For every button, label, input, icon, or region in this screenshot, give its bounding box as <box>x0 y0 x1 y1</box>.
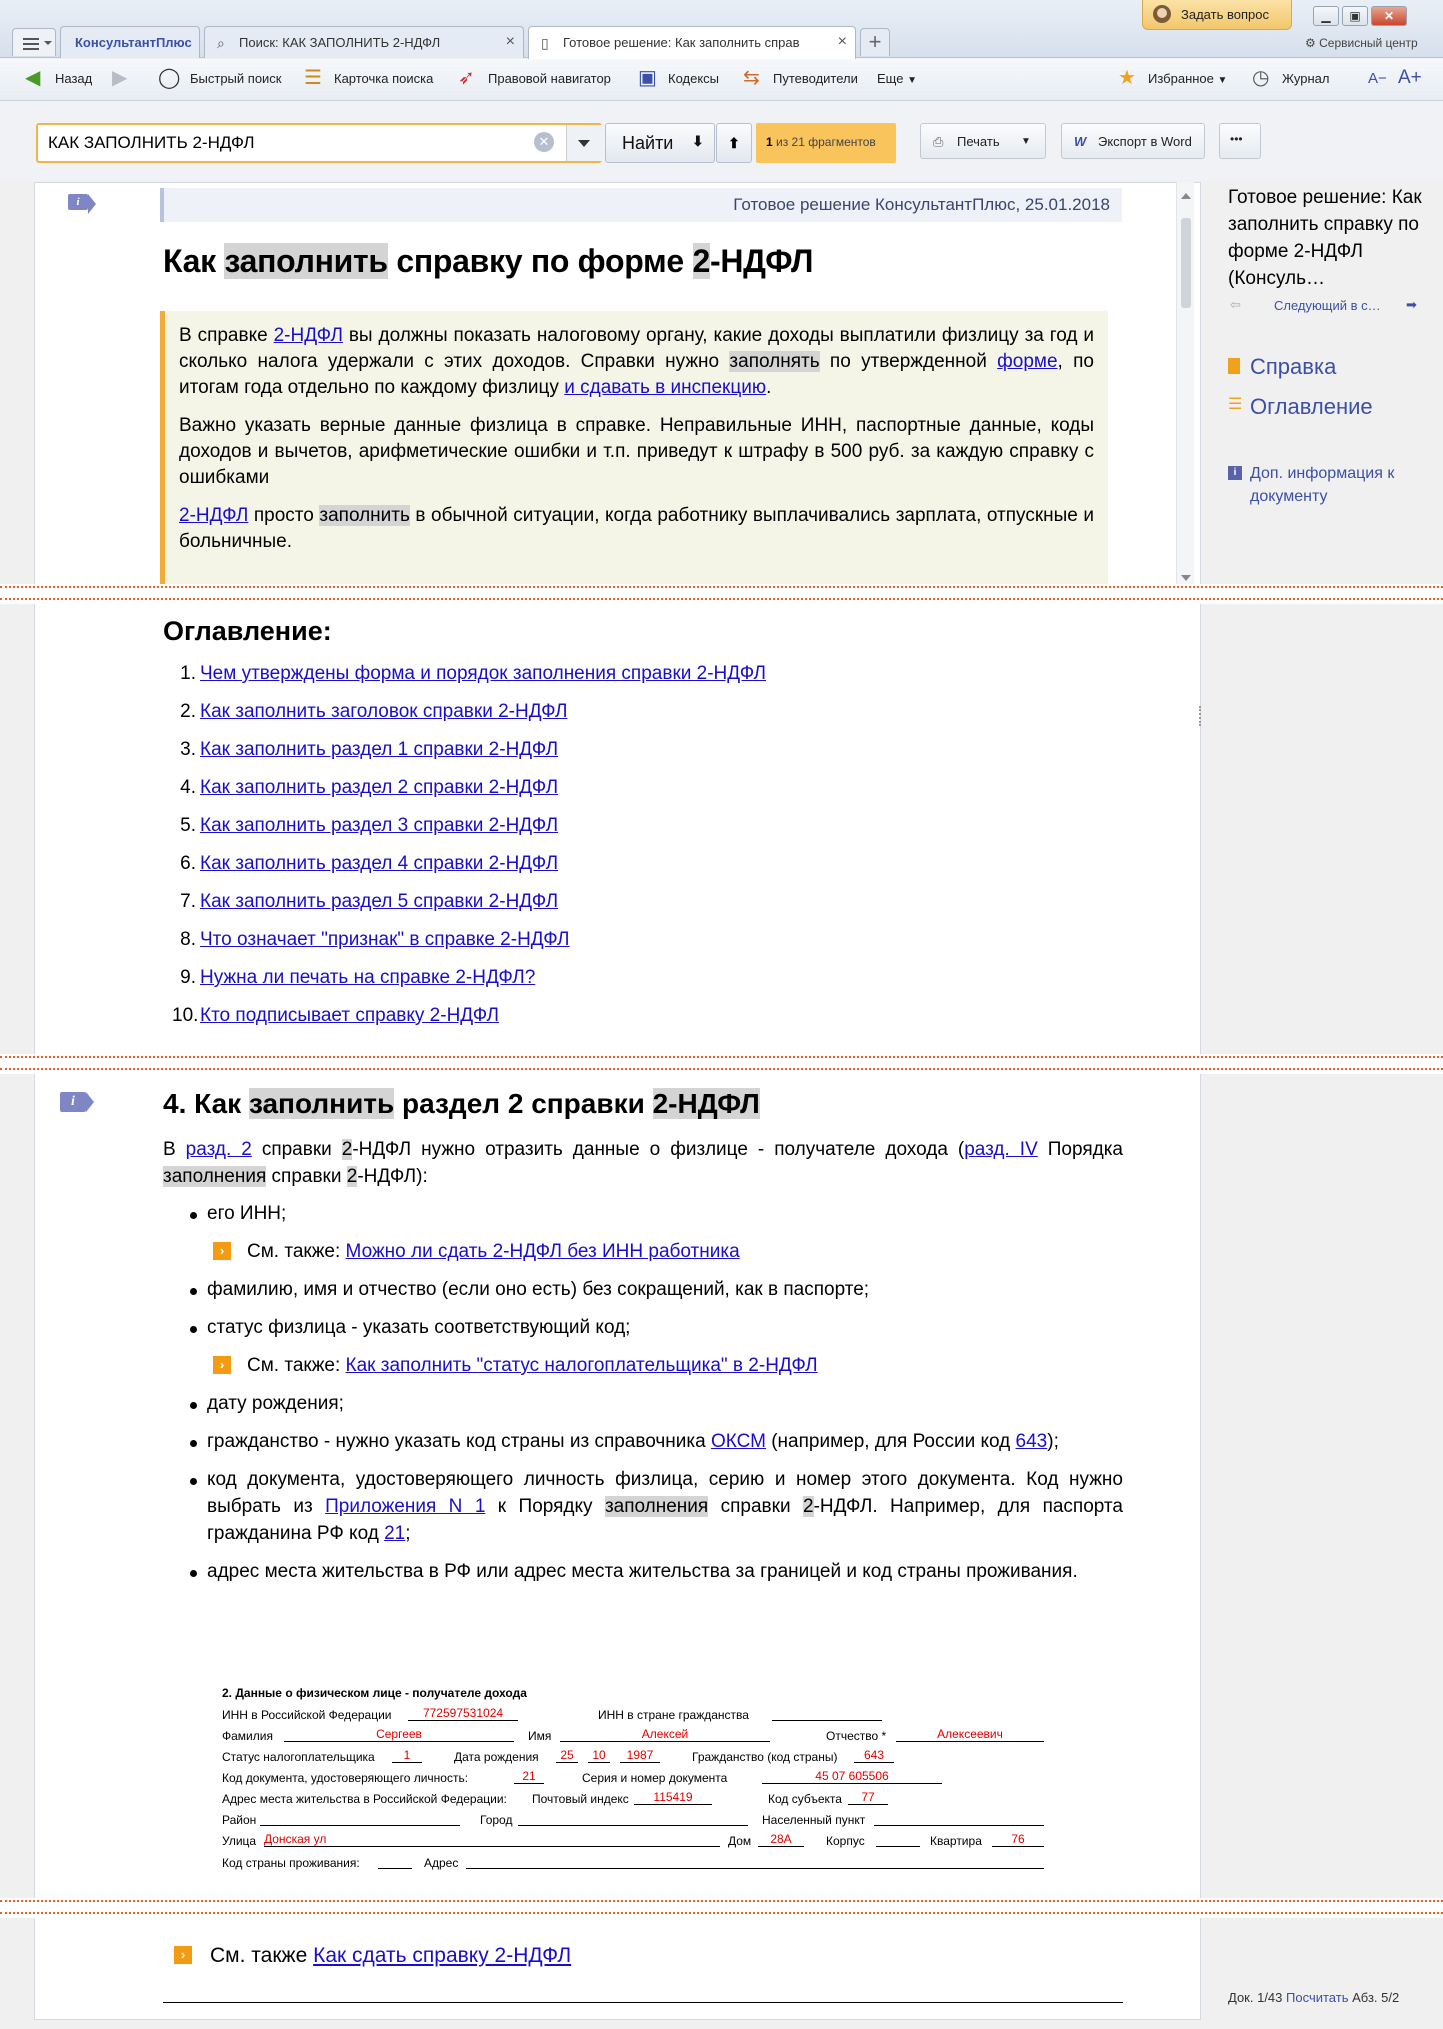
form-label: ИНН в Российской Федерации <box>222 1708 392 1722</box>
form-label: Имя <box>528 1729 552 1743</box>
see-also-label: См. также: <box>247 1355 346 1376</box>
toc-link[interactable]: Как заполнить раздел 4 справки 2-НДФЛ <box>200 853 559 874</box>
search-input[interactable] <box>48 133 548 153</box>
form-value: 28А <box>758 1833 804 1847</box>
scrollbar[interactable] <box>1176 182 1194 592</box>
section-body <box>163 1136 1123 1596</box>
toc-num: 5. <box>180 815 196 836</box>
form-value: 10 <box>588 1749 610 1763</box>
list-item: дату рождения; <box>163 1390 1123 1417</box>
chevron-down-icon <box>44 41 52 49</box>
toc-item <box>172 663 766 701</box>
codes-label: Кодексы <box>668 71 720 86</box>
form-value <box>772 1707 882 1721</box>
codes-icon: ▣ <box>638 67 657 89</box>
toc-num: 8. <box>180 929 196 950</box>
list-item: его ИНН; <box>163 1200 1123 1227</box>
find-previous-button[interactable] <box>716 123 752 163</box>
text: -НДФЛ нужно отразить данные о физлице - получателе дохода ( <box>352 1139 965 1160</box>
form-label: Район <box>222 1813 257 1827</box>
search-highlight: 2 <box>341 1139 353 1160</box>
title-part: -НДФЛ <box>710 243 814 279</box>
close-icon[interactable]: × <box>505 33 515 50</box>
tab-document[interactable] <box>528 26 856 59</box>
text: к Порядку <box>485 1496 605 1517</box>
more-actions-label: ••• <box>1230 132 1243 146</box>
form-label: Дом <box>728 1834 752 1848</box>
form-label: Код страны проживания: <box>222 1856 360 1870</box>
search-box <box>36 123 602 163</box>
text: раздел 2 справки <box>394 1088 653 1119</box>
search-icon: ⌕ <box>217 35 225 51</box>
search-highlight: 2 <box>652 1088 669 1119</box>
toc-link[interactable]: Чем утверждены форма и порядок заполнения справки 2-НДФЛ <box>200 663 766 684</box>
toc-item <box>172 929 766 967</box>
info-icon: i <box>1228 466 1242 480</box>
toc-link[interactable]: Как заполнить раздел 2 справки 2-НДФЛ <box>200 777 559 798</box>
form-label: Адрес места жительства в Российской Федерации: <box>222 1792 507 1806</box>
toc-item <box>172 739 766 777</box>
back-button[interactable] <box>25 67 93 89</box>
summary-paragraph: Важно указать верные данные физлица в справке. Неправильные ИНН, паспортные данные, коды доходов и вычетов, арифметические ошибки и т.п. приведут к штрафу в 500 руб. за каждую справку с ошибками <box>179 415 1094 488</box>
link-submit[interactable]: и сдавать в инспекцию <box>564 377 767 398</box>
link-2ndfl[interactable]: 2-НДФЛ <box>179 505 249 526</box>
guides-label: Путеводители <box>773 71 858 86</box>
form-value: 76 <box>992 1833 1044 1847</box>
see-also-item <box>163 1238 1123 1265</box>
toc-link[interactable]: Как заполнить раздел 3 справки 2-НДФЛ <box>200 815 559 836</box>
window-close-button[interactable]: ✕ <box>1371 6 1407 26</box>
search-card-button[interactable] <box>304 67 434 89</box>
see-also-label: См. также <box>210 1944 314 1967</box>
toc-link[interactable]: Что означает "признак" в справке 2-НДФЛ <box>200 929 570 950</box>
document-title <box>163 243 813 280</box>
export-word-button[interactable] <box>1061 123 1205 159</box>
see-also-text <box>210 1944 571 1968</box>
find-label: Найти <box>622 133 674 153</box>
form-label: Адрес <box>424 1856 459 1870</box>
close-icon[interactable]: × <box>837 33 847 50</box>
form-sample-image <box>222 1686 1042 1876</box>
title-part: Как <box>163 243 225 279</box>
quick-search-button[interactable] <box>158 67 282 89</box>
journal-button[interactable] <box>1252 67 1330 89</box>
extra-info-label: Доп. информация к документу <box>1250 465 1395 505</box>
form-value: Донская ул <box>264 1833 720 1847</box>
fragments-total: из 21 фрагментов <box>772 135 876 149</box>
toc-item <box>172 853 766 891</box>
text: -НДФЛ): <box>357 1166 428 1187</box>
form-value: 643 <box>854 1749 894 1763</box>
form-value: 115419 <box>634 1791 712 1805</box>
zoom-in-button[interactable]: А+ <box>1398 67 1422 88</box>
search-highlight: заполнить <box>248 1088 395 1119</box>
form-label: Гражданство (код страны) <box>692 1750 838 1764</box>
form-label: Квартира <box>930 1834 982 1848</box>
tab-brand-label: КонсультантПлюс <box>75 35 192 50</box>
form-value <box>518 1812 748 1826</box>
codes-button[interactable] <box>638 67 720 89</box>
scrollbar-thumb[interactable] <box>1181 218 1191 308</box>
book-icon <box>1228 358 1240 374</box>
signpost-icon: ⇆ <box>743 67 760 89</box>
table-of-contents <box>172 663 766 1043</box>
form-value: Алексеевич <box>896 1728 1044 1742</box>
form-label: Корпус <box>826 1834 865 1848</box>
link-oksm[interactable]: ОКСМ <box>710 1431 766 1452</box>
text: Порядка <box>1037 1139 1123 1160</box>
summary-paragraph <box>179 503 1094 555</box>
form-label: Улица <box>222 1834 257 1848</box>
status-bar <box>1228 1990 1399 2005</box>
link-section-iv[interactable]: разд. IV <box>964 1139 1038 1160</box>
toc-num: 4. <box>180 777 196 798</box>
text: 4. Как <box>163 1088 249 1119</box>
form-heading: 2. Данные о физическом лице - получателе дохода <box>222 1686 527 1700</box>
tab-document-label: Готовое решение: Как заполнить справ <box>563 35 800 50</box>
find-next-button[interactable] <box>605 123 715 163</box>
search-highlight: заполнять <box>729 351 820 372</box>
fragments-current: 1 <box>766 135 773 149</box>
search-highlight: заполнить <box>319 505 410 526</box>
chevron-down-icon[interactable]: ▼ <box>1021 136 1031 147</box>
service-center-label: Сервисный центр <box>1319 36 1418 50</box>
panel-resize-handle[interactable] <box>1199 706 1203 726</box>
toc-item <box>172 891 766 929</box>
search-highlight: -НДФЛ <box>668 1088 760 1119</box>
form-label: ИНН в стране гражданства <box>598 1708 749 1722</box>
text: вы должны показать налоговому органу, какие доходы выплатили физлицу за год и сколько налога удержали с этих доходов. Справки нужно <box>179 325 1094 372</box>
contents-label: Оглавление <box>1250 394 1373 419</box>
cut-separator <box>0 1898 1443 1918</box>
text: справки <box>266 1166 347 1187</box>
search-card-icon: ☰ <box>304 67 322 89</box>
form-label: Населенный пункт <box>762 1813 866 1827</box>
toc-link[interactable]: Как заполнить раздел 5 справки 2-НДФЛ <box>200 891 559 912</box>
section-intro <box>163 1136 1123 1190</box>
text: -НДФЛ. Например, для паспорта гражданина РФ код <box>207 1496 1123 1544</box>
toc-link[interactable]: Кто подписывает справку 2-НДФЛ <box>200 1005 500 1026</box>
more-menu[interactable] <box>877 71 917 86</box>
search-card-label: Карточка поиска <box>334 71 434 86</box>
form-value: 772597531024 <box>408 1707 518 1721</box>
link-appendix-1[interactable]: Приложения N 1 <box>325 1496 486 1517</box>
zoom-out-button[interactable]: А− <box>1368 70 1387 87</box>
navigation-toolbar <box>0 59 1443 101</box>
toc-num: 9. <box>180 967 196 988</box>
requirements-list <box>163 1200 1123 1585</box>
toc-item <box>172 777 766 815</box>
form-label: Код документа, удостоверяющего личность: <box>222 1771 469 1785</box>
search-highlight: 2 <box>346 1166 358 1187</box>
new-tab-button[interactable]: + <box>860 28 890 56</box>
favorites-label: Избранное <box>1148 71 1214 86</box>
more-actions-button[interactable] <box>1219 123 1261 159</box>
toc-link[interactable]: Как заполнить заголовок справки 2-НДФЛ <box>200 701 568 722</box>
form-value: 25 <box>556 1749 578 1763</box>
arrow-right-icon[interactable]: ➡ <box>1406 297 1417 312</box>
clear-search-icon[interactable]: ✕ <box>534 132 554 152</box>
form-label: Отчество * <box>826 1729 887 1743</box>
document-icon: ▯ <box>541 35 549 51</box>
see-also-label: См. также: <box>247 1241 346 1262</box>
print-button[interactable] <box>920 123 1046 159</box>
form-label: Почтовый индекс <box>532 1792 629 1806</box>
history-icon: ◷ <box>1252 67 1270 89</box>
scroll-up-arrow[interactable] <box>1181 188 1191 199</box>
status-paragraph: Абз. 5/2 <box>1352 1990 1400 2005</box>
export-word-label: Экспорт в Word <box>1098 134 1192 149</box>
toc-item <box>172 967 766 1005</box>
toc-link[interactable]: Нужна ли печать на справке 2-НДФЛ? <box>200 967 536 988</box>
search-icon: ◯ <box>158 67 181 89</box>
section-heading <box>163 1088 760 1120</box>
list-item <box>163 1466 1123 1547</box>
form-label: Статус налогоплательщика <box>222 1750 375 1764</box>
link-2ndfl[interactable]: 2-НДФЛ <box>273 325 343 346</box>
back-label: Назад <box>55 71 93 86</box>
text: , по итогам года отдельно по каждому физлицу <box>179 351 1094 398</box>
form-label: Дата рождения <box>454 1750 539 1764</box>
search-toolbar <box>0 101 1443 181</box>
form-value: Алексей <box>560 1728 770 1742</box>
search-highlight: заполнения <box>163 1166 267 1187</box>
form-value <box>874 1812 1044 1826</box>
text: просто <box>248 505 320 526</box>
title-part: справку по форме <box>387 243 693 279</box>
text: (например, для России код <box>765 1431 1016 1452</box>
journal-label: Журнал <box>1282 71 1330 86</box>
text: справки <box>251 1139 342 1160</box>
back-arrow-icon: ◀ <box>25 67 41 89</box>
toc-heading: Оглавление: <box>163 616 332 646</box>
gear-icon: ⚙ <box>1305 36 1316 50</box>
arrow-left-icon[interactable]: ⇦ <box>1230 297 1241 312</box>
info-icon[interactable]: i <box>68 194 88 210</box>
see-also-link[interactable]: Как заполнить "статус налогоплательщика" в 2-НДФЛ <box>345 1355 818 1376</box>
document-date-line: Готовое решение КонсультантПлюс, 25.01.2018 <box>160 188 1122 222</box>
link-21[interactable]: 21 <box>384 1523 406 1544</box>
summary-box <box>160 311 1108 585</box>
navigator-icon: ➶ <box>458 67 475 89</box>
search-history-dropdown[interactable] <box>566 125 602 161</box>
form-value: 1987 <box>620 1749 660 1763</box>
avatar <box>1153 5 1171 23</box>
see-also-link[interactable]: Как сдать справку 2-НДФЛ <box>313 1944 572 1967</box>
printer-icon: ⎙ <box>933 134 944 149</box>
text: В <box>163 1139 186 1160</box>
star-icon: ★ <box>1118 67 1136 89</box>
quick-search-label: Быстрый поиск <box>190 71 282 86</box>
tab-brand[interactable] <box>60 26 200 58</box>
arrow-down-icon: ⬇ <box>692 133 704 149</box>
see-also-item <box>163 1352 1123 1379</box>
form-value: 1 <box>392 1749 422 1763</box>
guides-button[interactable] <box>743 67 858 89</box>
text: . <box>766 377 772 398</box>
toc-num: 7. <box>180 891 196 912</box>
more-label: Еще <box>877 71 904 86</box>
legal-navigator-button[interactable] <box>458 67 611 89</box>
legal-navigator-label: Правовой навигатор <box>488 71 611 86</box>
list-item: статус физлица - указать соответствующий код; <box>163 1314 1123 1341</box>
word-icon: W <box>1074 134 1087 149</box>
info-icon[interactable]: i <box>60 1092 86 1112</box>
main-menu-button[interactable] <box>12 28 56 56</box>
toc-item <box>172 701 766 739</box>
toc-num: 2. <box>180 701 196 722</box>
form-value <box>876 1833 920 1847</box>
status-doc: Док. 1/43 <box>1228 1990 1283 2005</box>
tab-search[interactable] <box>204 26 524 58</box>
arrow-up-icon: ⬆ <box>728 135 740 151</box>
text: код документа, удостоверяющего личность физлица, серию и номер этого документа. Код нужно выбрать из <box>207 1469 1123 1517</box>
divider <box>163 2002 1123 2003</box>
next-document-label[interactable]: Следующий в с… <box>1274 298 1381 313</box>
minimize-button[interactable]: ▁ <box>1313 6 1339 26</box>
text: В справке <box>179 325 274 346</box>
form-value <box>260 1812 460 1826</box>
form-label: Фамилия <box>222 1729 273 1743</box>
form-value <box>466 1855 1044 1869</box>
ask-question-label: Задать вопрос <box>1181 7 1269 22</box>
count-link[interactable]: Посчитать <box>1286 1990 1349 2005</box>
form-value: 21 <box>514 1770 544 1784</box>
text: ; <box>405 1523 411 1544</box>
chevron-down-icon: ▼ <box>907 75 917 86</box>
link-section-2[interactable]: разд. 2 <box>185 1139 252 1160</box>
toc-item <box>172 1005 766 1043</box>
toc-num: 6. <box>180 853 196 874</box>
text: ); <box>1047 1431 1059 1452</box>
text: гражданство - нужно указать код страны из справочника <box>207 1431 711 1452</box>
favorites-button[interactable] <box>1118 67 1228 89</box>
list-item: фамилию, имя и отчество (если оно есть) без сокращений, как в паспорте; <box>163 1276 1123 1303</box>
toc-num: 10. <box>172 1005 199 1026</box>
toc-num: 1. <box>180 663 196 684</box>
search-highlight: заполнить <box>224 243 388 279</box>
arrow-right-icon: › <box>174 1946 192 1964</box>
toc-num: 3. <box>180 739 196 760</box>
maximize-button[interactable]: ▣ <box>1342 6 1368 26</box>
list-item: адрес места жительства в РФ или адрес места жительства за границей и код страны проживания. <box>163 1558 1123 1585</box>
link-form[interactable]: форме <box>997 351 1058 372</box>
form-value <box>378 1855 412 1869</box>
see-also-link[interactable]: Можно ли сдать 2-НДФЛ без ИНН работника <box>345 1241 740 1262</box>
right-panel-document-title[interactable]: Готовое решение: Как заполнить справку по форме 2-НДФЛ (Консуль… <box>1228 187 1422 289</box>
form-label: Код субъекта <box>768 1792 842 1806</box>
ask-question-button[interactable] <box>1142 0 1292 30</box>
toc-item <box>172 815 766 853</box>
form-value: 45 07 605506 <box>762 1770 942 1784</box>
help-label: Справка <box>1250 354 1337 379</box>
tab-search-label: Поиск: КАК ЗАПОЛНИТЬ 2-НДФЛ <box>239 35 441 50</box>
search-highlight: 2 <box>802 1496 814 1517</box>
text: справки <box>708 1496 803 1517</box>
chevron-down-icon: ▼ <box>1217 75 1228 86</box>
link-643[interactable]: 643 <box>1015 1431 1048 1452</box>
forward-arrow-icon: ▶ <box>112 67 128 89</box>
search-highlight: заполнения <box>604 1496 709 1517</box>
arrow-right-icon: › <box>213 1356 231 1374</box>
list-icon: ☰ <box>1228 396 1243 413</box>
arrow-right-icon: › <box>213 1242 231 1260</box>
text: в обычной ситуации, когда работнику выплачивались зарплата, отпускные и больничные. <box>179 505 1094 552</box>
text: по утвержденной <box>819 351 998 372</box>
summary-paragraph <box>179 323 1094 401</box>
search-highlight: 2 <box>692 243 710 279</box>
print-label: Печать <box>957 134 1000 149</box>
form-label: Город <box>480 1813 513 1827</box>
cut-separator <box>0 584 1443 604</box>
cut-separator <box>0 1054 1443 1074</box>
form-value: 77 <box>848 1791 888 1805</box>
window-tab-bar <box>0 0 1443 58</box>
form-label: Серия и номер документа <box>582 1771 728 1785</box>
toc-link[interactable]: Как заполнить раздел 1 справки 2-НДФЛ <box>200 739 559 760</box>
service-center-link[interactable] <box>1305 36 1418 50</box>
form-value: Сергеев <box>284 1728 514 1742</box>
fragments-counter <box>756 123 896 163</box>
list-item <box>163 1428 1123 1455</box>
